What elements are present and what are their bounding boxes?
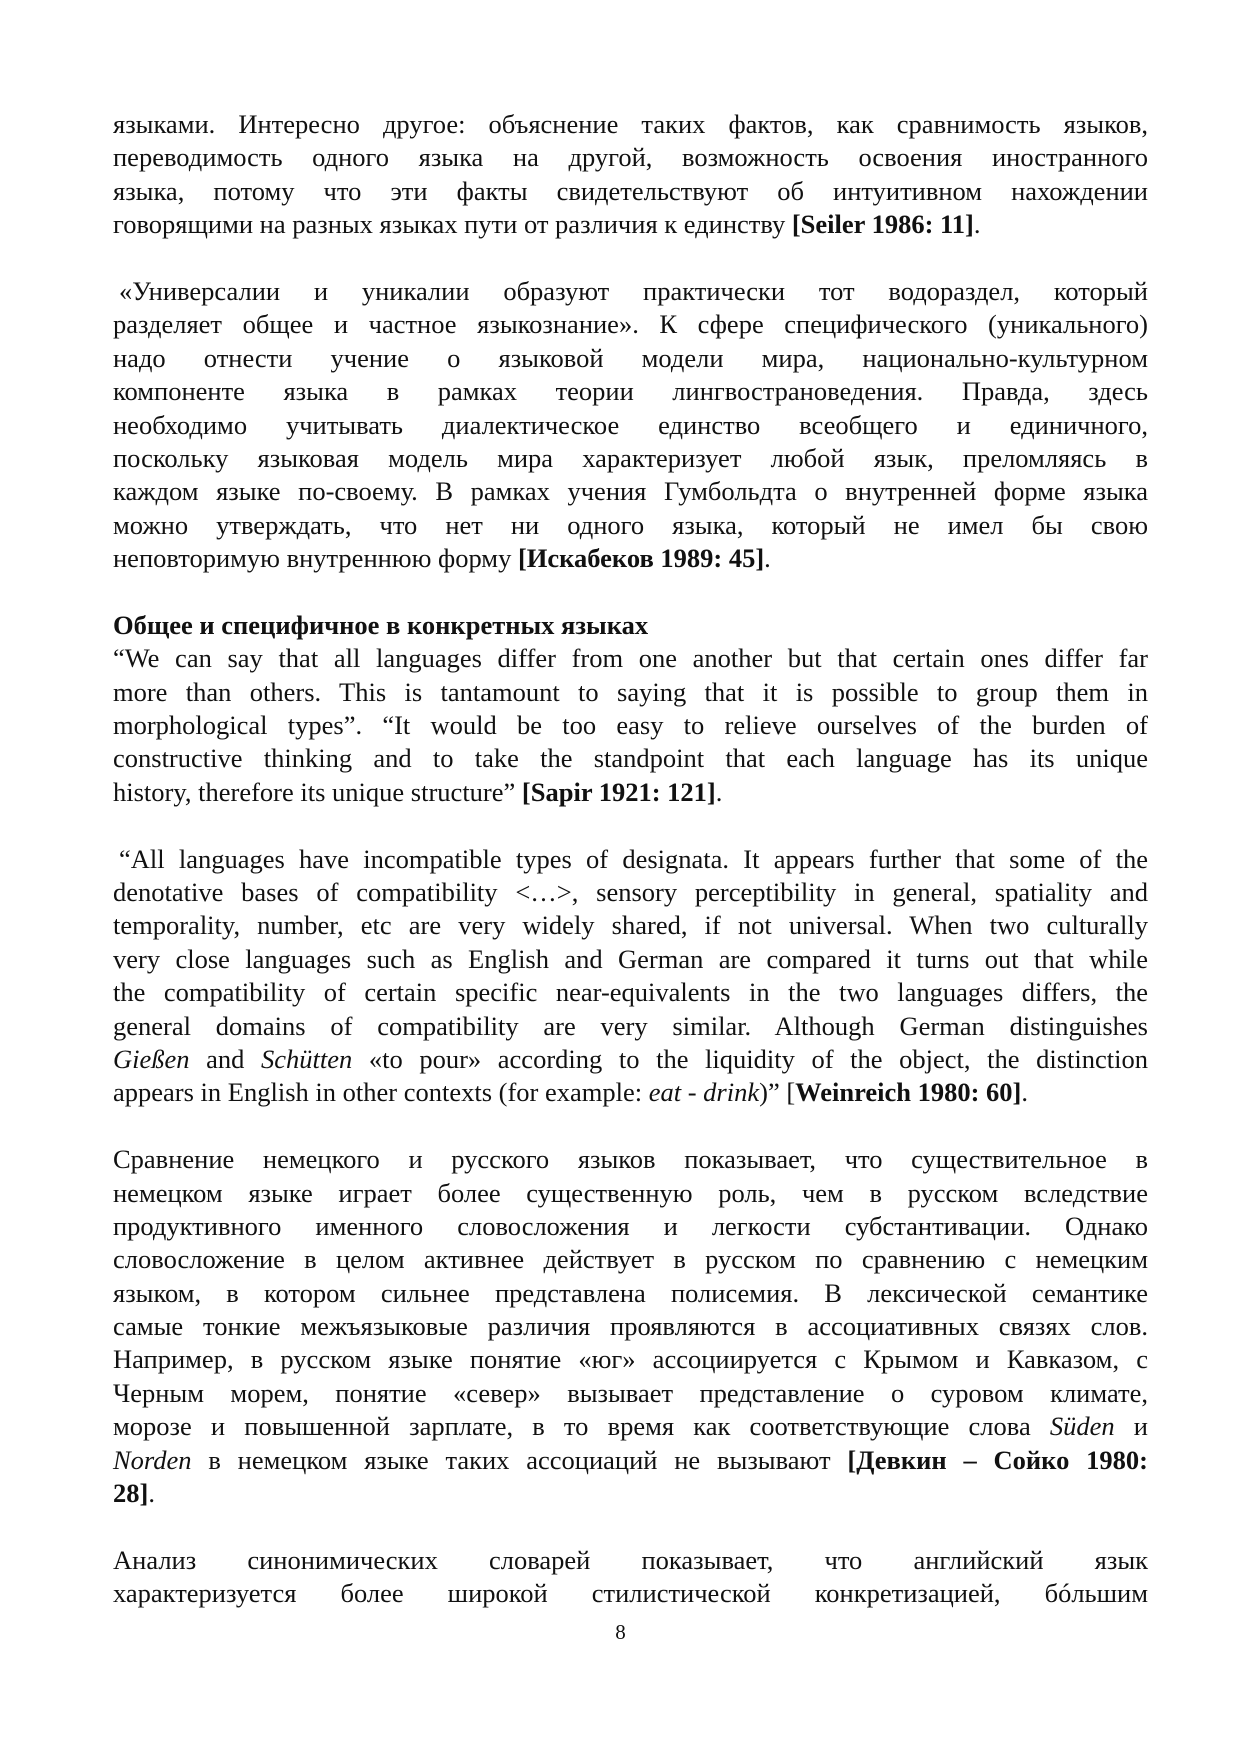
text-run: denotative bases of compatibility <…>, sensory perceptibility in general, spatiality and [113, 876, 1148, 907]
text-line [113, 1277, 1148, 1310]
text-run: немецком языке играет более существенную роль, чем в русском вследствие [113, 1177, 1148, 1208]
text-line [113, 275, 1148, 308]
bold-text: Weinreich 1980: 60] [795, 1077, 1022, 1108]
italic-text: Süden [1049, 1411, 1115, 1442]
text-line [113, 509, 1148, 542]
text-run: constructive thinking and to take the standpoint that each language has its unique [113, 743, 1148, 774]
section-heading [113, 609, 1148, 642]
italic-text: Schütten [261, 1043, 353, 1074]
text-line [113, 609, 1148, 642]
text-run: Анализ синонимических словарей показывает, что английский язык [113, 1544, 1148, 1575]
text-line [113, 1444, 1148, 1477]
text-run: поскольку языковая модель мира характеризует любой язык, преломляясь в [113, 442, 1148, 473]
text-line [113, 542, 1148, 575]
paragraph [113, 1143, 1148, 1510]
text-line [113, 308, 1148, 341]
text-run: general domains of compatibility are very similar. Although German distinguishes [113, 1010, 1148, 1041]
text-run: . [973, 209, 981, 240]
text-run: самые тонкие межъязыковые различия проявляются в ассоциативных связях слов. [113, 1311, 1148, 1342]
paragraph [113, 843, 1148, 1110]
text-line [113, 208, 1148, 241]
text-line [113, 342, 1148, 375]
text-line [113, 1410, 1148, 1443]
text-run: словосложение в целом активнее действует в русском по сравнению с немецким [113, 1244, 1148, 1275]
bold-text: Общее и специфичное в конкретных языках [113, 609, 649, 640]
paragraph [113, 108, 1148, 242]
text-run: продуктивного именного словосложения и легкости субстантивации. Однако [113, 1210, 1148, 1241]
paragraph [113, 1544, 1148, 1611]
text-line [113, 909, 1148, 942]
text-run: “We can say that all languages differ from one another but that certain ones differ far [113, 643, 1148, 674]
text-run: )” [ [759, 1077, 796, 1108]
text-run: morphological types”. “It would be too easy to relieve ourselves of the burden of [113, 710, 1148, 741]
text-run: надо отнести учение о языковой модели мира, национально-культурном [113, 342, 1148, 373]
text-line [113, 943, 1148, 976]
italic-text: Gießen [113, 1043, 190, 1074]
text-line [113, 1243, 1148, 1276]
text-run: разделяет общее и частное языкознание». К сфере специфического (уникального) [113, 309, 1148, 340]
text-run: . [764, 543, 771, 574]
text-line [113, 1177, 1148, 1210]
text-run: Сравнение немецкого и русского языков показывает, что существительное в [113, 1144, 1148, 1175]
text-run: говорящими на разных языках пути от различия к единству [113, 209, 792, 240]
text-run: . [715, 776, 723, 807]
text-line [113, 1310, 1148, 1343]
text-line [113, 1377, 1148, 1410]
text-line [113, 1544, 1148, 1577]
text-run: языком, в котором сильнее представлена полисемия. В лексической семантике [113, 1277, 1148, 1308]
text-line [113, 409, 1148, 442]
text-run: языка, потому что эти факты свидетельствуют об интуитивном нахождении [113, 175, 1148, 206]
text-line [113, 1477, 1148, 1510]
text-line [113, 1010, 1148, 1043]
text-run: переводимость одного языка на другой, возможность освоения иностранного [113, 142, 1148, 173]
text-run: more than others. This is tantamount to saying that it is possible to group them in [113, 676, 1148, 707]
text-run: Например, в русском языке понятие «юг» ассоциируется с Крымом и Кавказом, с [113, 1344, 1148, 1375]
text-run: можно утверждать, что нет ни одного языка, который не имел бы свою [113, 509, 1148, 540]
text-line [113, 843, 1148, 876]
bold-text: [Искабеков 1989: 45] [517, 543, 765, 574]
bold-text: [Seiler 1986: 11] [791, 209, 974, 240]
text-run: в немецком языке таких ассоциаций не вызывают [191, 1444, 848, 1475]
text-run: «Универсалии и уникалии образуют практически тот водораздел, который [119, 275, 1148, 306]
text-run: характеризуется более широкой стилистической конкретизацией, бóльшим [113, 1578, 1148, 1609]
text-line [113, 141, 1148, 174]
text-run: необходимо учитывать диалектическое единство всеобщего и единичного, [113, 409, 1148, 440]
document-body [113, 108, 1148, 1644]
text-run: . [1021, 1077, 1029, 1108]
text-line [113, 742, 1148, 775]
text-line [113, 175, 1148, 208]
text-line [113, 442, 1148, 475]
text-line [113, 1143, 1148, 1176]
text-line [113, 1210, 1148, 1243]
italic-text: Norden [113, 1444, 192, 1475]
text-line [113, 1076, 1148, 1109]
text-run: very close languages such as English and German are compared it turns out that while [113, 943, 1148, 974]
text-run: appears in English in other contexts (for example: [113, 1077, 649, 1108]
text-run: и [1114, 1411, 1148, 1442]
text-line [113, 676, 1148, 709]
text-line [113, 1043, 1148, 1076]
text-run: . [148, 1478, 155, 1509]
bold-text: [Девкин – Сойко 1980: [847, 1444, 1148, 1475]
text-line [113, 1577, 1148, 1610]
text-run: «to pour» according to the liquidity of the object, the distinction [352, 1043, 1149, 1074]
text-run: history, therefore its unique structure” [113, 776, 522, 807]
text-line [113, 776, 1148, 809]
text-run: temporality, number, etc are very widely shared, if not universal. When two culturally [113, 910, 1148, 941]
text-line [113, 709, 1148, 742]
text-run: морозе и повышенной зарплате, в то время как соответствующие слова [113, 1411, 1050, 1442]
text-run: Черным морем, понятие «север» вызывает представление о суровом климате, [113, 1377, 1148, 1408]
text-run: языками. Интересно другое: объяснение таких фактов, как сравнимость языков, [113, 109, 1148, 139]
text-run: and [189, 1043, 262, 1074]
text-line [113, 976, 1148, 1009]
text-line [113, 375, 1148, 408]
text-run: каждом языке по-своему. В рамках учения Гумбольдта о внутренней форме языка [113, 476, 1148, 507]
bold-text: [Sapir 1921: 121] [521, 776, 716, 807]
text-line [113, 108, 1148, 141]
text-line [113, 876, 1148, 909]
bold-text: 28] [113, 1478, 149, 1509]
page-number: 8 [615, 1620, 626, 1644]
text-line [113, 475, 1148, 508]
text-run: компоненте языка в рамках теории лингвострановедения. Правда, здесь [113, 376, 1148, 407]
text-line [113, 642, 1148, 675]
text-run: неповторимую внутреннюю форму [113, 543, 518, 574]
text-line [113, 1343, 1148, 1376]
text-run: “All languages have incompatible types of designata. It appears further that some of the [119, 843, 1148, 874]
paragraph [113, 275, 1148, 576]
italic-text: eat - drink [648, 1077, 760, 1108]
paragraph [113, 642, 1148, 809]
text-run: the compatibility of certain specific near-equivalents in the two languages differs, the [113, 977, 1148, 1008]
